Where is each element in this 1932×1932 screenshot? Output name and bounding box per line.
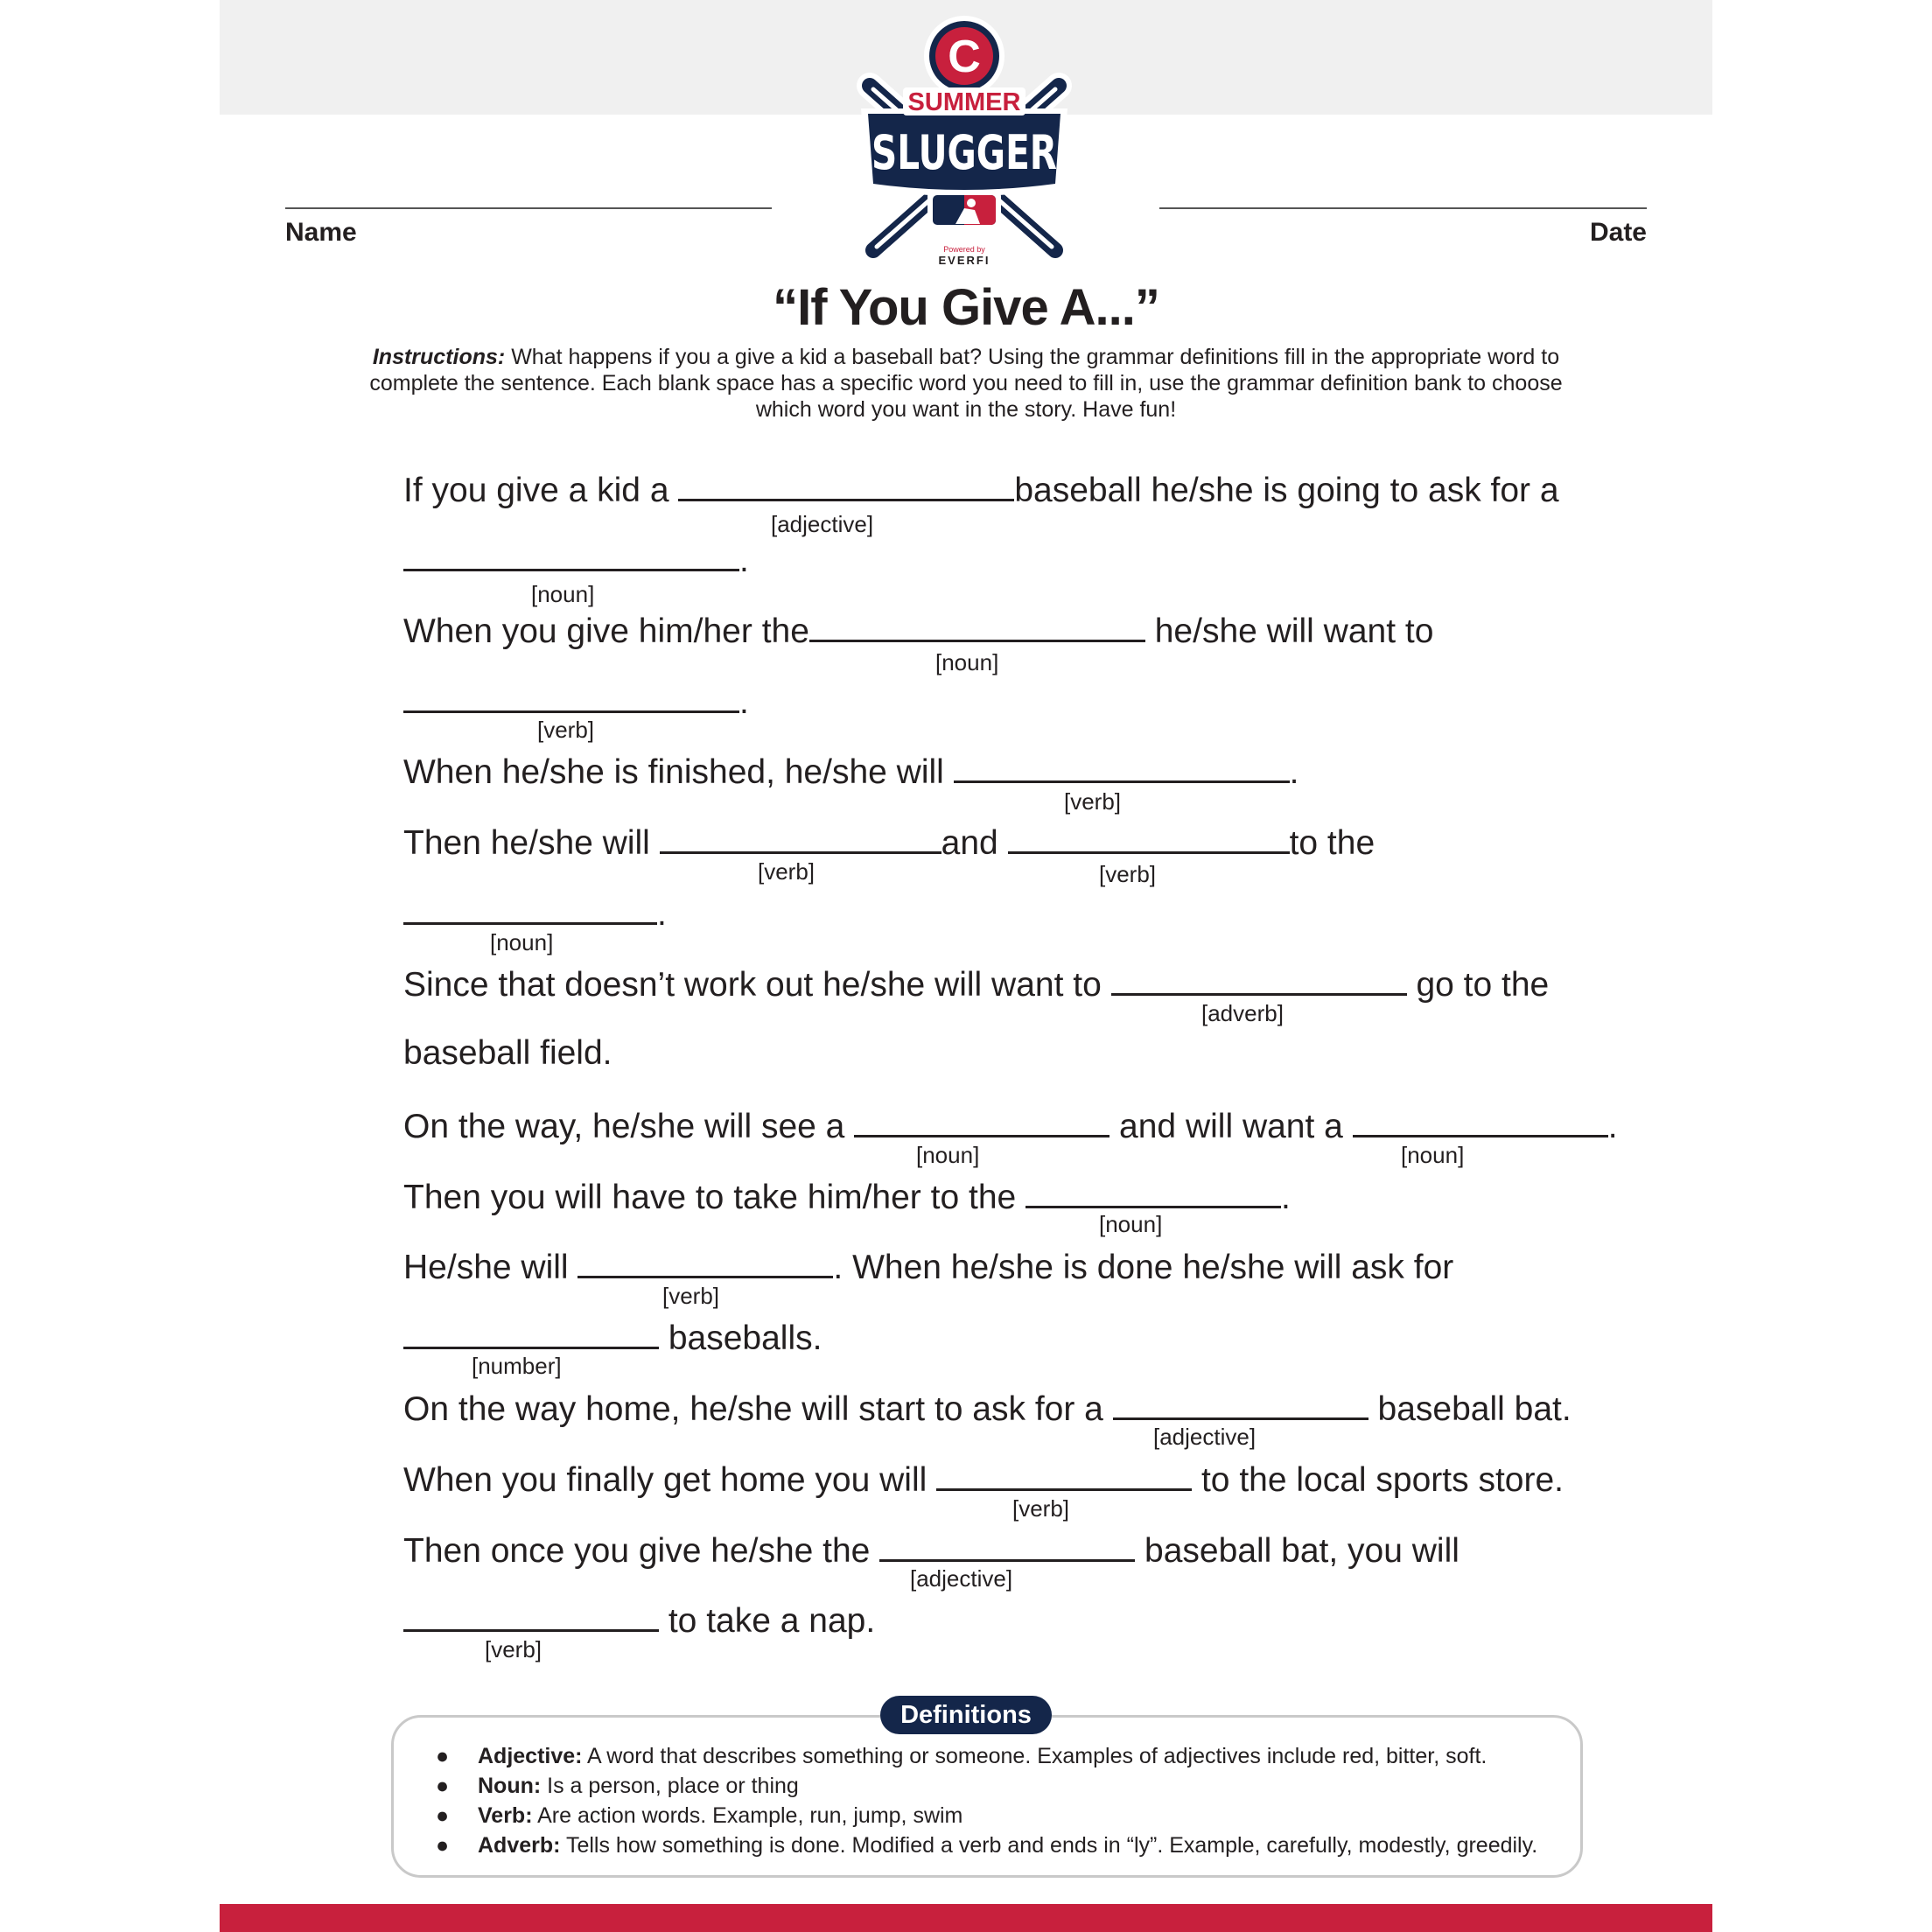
definition-text: Tells how something is done. Modified a verb and ends in “ly”. Example, carefully, modestly, greedily. <box>560 1833 1538 1858</box>
story-line-12 <box>403 1244 1453 1289</box>
hint-verb: [verb] <box>1064 788 1122 815</box>
instructions-lead: Instructions: <box>372 345 506 369</box>
story-text: If you give a kid a <box>403 472 679 509</box>
logo-brand: EVERFI <box>938 254 990 267</box>
name-label: Name <box>285 218 357 247</box>
blank-adjective-3[interactable] <box>879 1528 1135 1562</box>
summer-slugger-logo <box>852 16 1076 270</box>
definition-item-adjective <box>436 1741 1537 1771</box>
story-text: Then he/she will <box>403 824 660 862</box>
story-text: Then once you give he/she the <box>403 1532 880 1570</box>
blank-noun-2[interactable] <box>809 608 1145 642</box>
hint-noun: [noun] <box>916 1142 980 1168</box>
blank-number-1[interactable] <box>403 1315 659 1349</box>
hint-verb: [verb] <box>758 858 816 885</box>
story-text: . <box>1281 1179 1291 1216</box>
blank-noun-3[interactable] <box>403 891 657 925</box>
story-line-3 <box>403 608 1433 653</box>
story-text: When you finally get home you will <box>403 1461 937 1499</box>
date-label: Date <box>1589 218 1647 247</box>
definition-item-verb <box>436 1801 1537 1830</box>
story-text: . <box>739 542 749 579</box>
definition-term: Verb: <box>478 1803 533 1828</box>
story-text: baseball field. <box>403 1034 612 1072</box>
story-text: When he/she is finished, he/she will <box>403 753 954 791</box>
blank-verb-4[interactable] <box>1008 820 1290 854</box>
name-line[interactable] <box>285 207 772 209</box>
story-text: he/she will want to <box>1144 612 1434 650</box>
blank-noun-5[interactable] <box>1353 1103 1608 1138</box>
bottom-band <box>220 1904 1712 1932</box>
story-text: When you give him/her the <box>403 612 809 650</box>
blank-adjective-2[interactable] <box>1113 1386 1368 1420</box>
blank-verb-3[interactable] <box>660 820 942 854</box>
definition-term: Adjective: <box>478 1744 583 1768</box>
svg-text:C: C <box>948 32 981 82</box>
story-text: baseball bat. <box>1368 1390 1572 1428</box>
definition-text: Is a person, place or thing <box>541 1774 799 1798</box>
blank-adjective-1[interactable] <box>678 467 1014 501</box>
story-text: . When he/she is done he/she will ask for <box>833 1249 1454 1286</box>
definitions-list <box>436 1741 1537 1860</box>
hint-verb: [verb] <box>1099 861 1157 887</box>
definition-text: A word that describes something or someone. Examples of adjectives include red, bitter, soft. <box>582 1744 1488 1768</box>
definition-item-noun <box>436 1771 1537 1801</box>
definitions-tag: Definitions <box>880 1696 1052 1734</box>
logo-powered-by: Powered by <box>943 245 985 254</box>
story-text: go to the <box>1406 966 1550 1004</box>
story-text: . <box>739 683 749 721</box>
hint-verb: [verb] <box>537 717 595 743</box>
story-line-17 <box>403 1598 875 1642</box>
story-line-6 <box>403 820 1375 864</box>
hint-noun: [noun] <box>490 929 554 956</box>
blank-verb-6[interactable] <box>936 1457 1192 1491</box>
story-line-15 <box>403 1457 1564 1502</box>
story-text: baseballs. <box>659 1320 822 1357</box>
logo-main-text: SLUGGER <box>872 125 1057 180</box>
page-title: “If You Give A...” <box>773 279 1159 336</box>
blank-verb-1[interactable] <box>403 679 739 713</box>
blank-noun-4[interactable] <box>854 1103 1110 1138</box>
story-text: to take a nap. <box>659 1602 876 1640</box>
bullet-icon: ● <box>436 1774 450 1798</box>
story-line-9 <box>403 1032 612 1074</box>
hint-adjective: [adjective] <box>910 1565 1013 1592</box>
instructions <box>351 344 1581 423</box>
blank-noun-6[interactable] <box>1026 1174 1281 1208</box>
blank-verb-7[interactable] <box>403 1598 659 1632</box>
hint-adjective: [adjective] <box>771 511 874 537</box>
story-line-2 <box>403 537 749 582</box>
instructions-text: What happens if you a give a kid a baseball bat? Using the grammar definitions fill in the appropriate word to complete the sentence. Each blank space has a specific word you need to fill in, use the grammar definition bank to choose which word you want in the story. Have fun! <box>369 345 1563 422</box>
logo-top-text: SUMMER <box>907 88 1021 116</box>
blank-verb-5[interactable] <box>578 1244 833 1278</box>
hint-verb: [verb] <box>1012 1495 1070 1522</box>
hint-adverb: [adverb] <box>1201 1000 1284 1026</box>
story-text: to the local sports store. <box>1192 1461 1564 1499</box>
bullet-icon: ● <box>436 1833 450 1858</box>
hint-noun: [noun] <box>1401 1142 1465 1168</box>
hint-number: [number] <box>472 1353 562 1379</box>
story-text: On the way home, he/she will start to ask for a <box>403 1390 1113 1428</box>
definition-term: Noun: <box>478 1774 542 1798</box>
blank-noun-1[interactable] <box>403 537 739 571</box>
hint-verb: [verb] <box>662 1283 720 1309</box>
definition-term: Adverb: <box>478 1833 561 1858</box>
story-line-8 <box>403 962 1549 1006</box>
story-text: baseball he/she is going to ask for a <box>1014 472 1559 509</box>
story-text: and <box>941 824 1008 862</box>
definition-text: Are action words. Example, run, jump, swim <box>532 1803 963 1828</box>
blank-verb-2[interactable] <box>954 749 1290 783</box>
definition-item-adverb <box>436 1830 1537 1860</box>
hint-verb: [verb] <box>485 1636 542 1662</box>
bullet-icon: ● <box>436 1744 450 1768</box>
worksheet-page <box>220 0 1712 1932</box>
hint-noun: [noun] <box>935 649 999 676</box>
story-line-5 <box>403 749 1299 794</box>
story-text: Then you will have to take him/her to the <box>403 1179 1026 1216</box>
blank-adverb-1[interactable] <box>1111 962 1407 996</box>
hint-noun: [noun] <box>531 581 595 607</box>
story-text: He/she will <box>403 1249 578 1286</box>
story-text: Since that doesn’t work out he/she will want to <box>403 966 1111 1004</box>
date-line[interactable] <box>1159 207 1647 209</box>
story-line-14 <box>403 1386 1572 1431</box>
story-text: . <box>657 895 667 933</box>
story-line-13 <box>403 1315 822 1360</box>
bullet-icon: ● <box>436 1803 450 1828</box>
story-line-1 <box>403 467 1559 512</box>
story-text: to the <box>1289 824 1376 862</box>
hint-adjective: [adjective] <box>1153 1424 1256 1450</box>
story-text: . <box>1289 753 1299 791</box>
story-text: On the way, he/she will see a <box>403 1108 855 1145</box>
hint-noun: [noun] <box>1099 1211 1163 1237</box>
story-text: . <box>1607 1108 1618 1145</box>
story-text: baseball bat, you will <box>1135 1532 1460 1570</box>
story-text: and will want a <box>1110 1108 1353 1145</box>
